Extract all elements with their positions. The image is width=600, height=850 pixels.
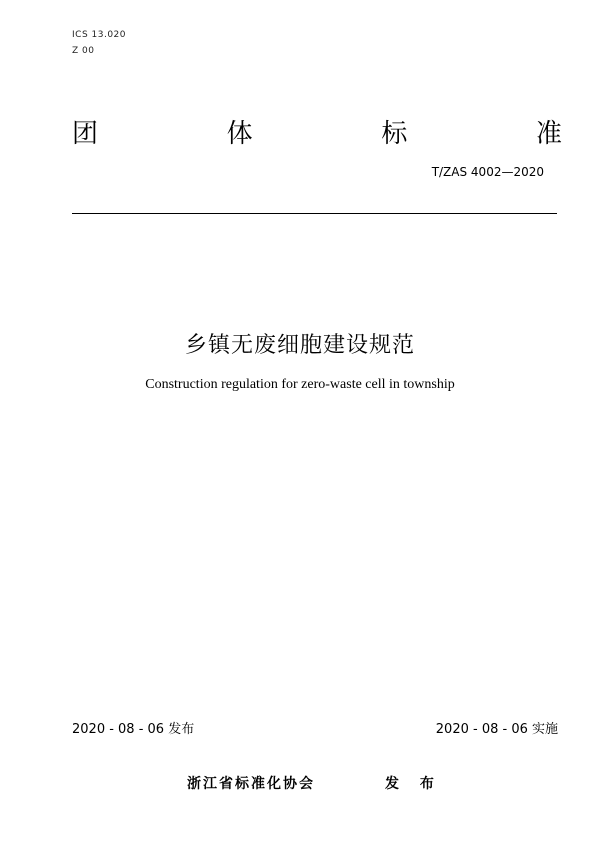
header-divider xyxy=(72,213,557,214)
document-title-english: Construction regulation for zero-waste cell in township xyxy=(145,377,455,392)
standard-type-heading xyxy=(72,114,562,148)
standard-type-char: 团 xyxy=(72,118,99,149)
standard-type-char: 准 xyxy=(535,118,562,149)
standard-number: T/ZAS 4002—2020 xyxy=(431,165,544,179)
standard-type-char: 标 xyxy=(381,118,408,149)
publisher-name: 浙江省标准化协会 xyxy=(187,776,315,792)
document-title-chinese: 乡镇无废细胞建设规范 xyxy=(184,333,415,358)
standard-type-char: 体 xyxy=(226,118,253,149)
issue-date: 2020 - 08 - 06 发布 xyxy=(72,722,195,737)
publish-label: 发 布 xyxy=(385,776,442,792)
ccs-code: Z 00 xyxy=(72,46,95,56)
implementation-date: 2020 - 08 - 06 实施 xyxy=(435,722,558,737)
ics-code: ICS 13.020 xyxy=(72,30,127,40)
